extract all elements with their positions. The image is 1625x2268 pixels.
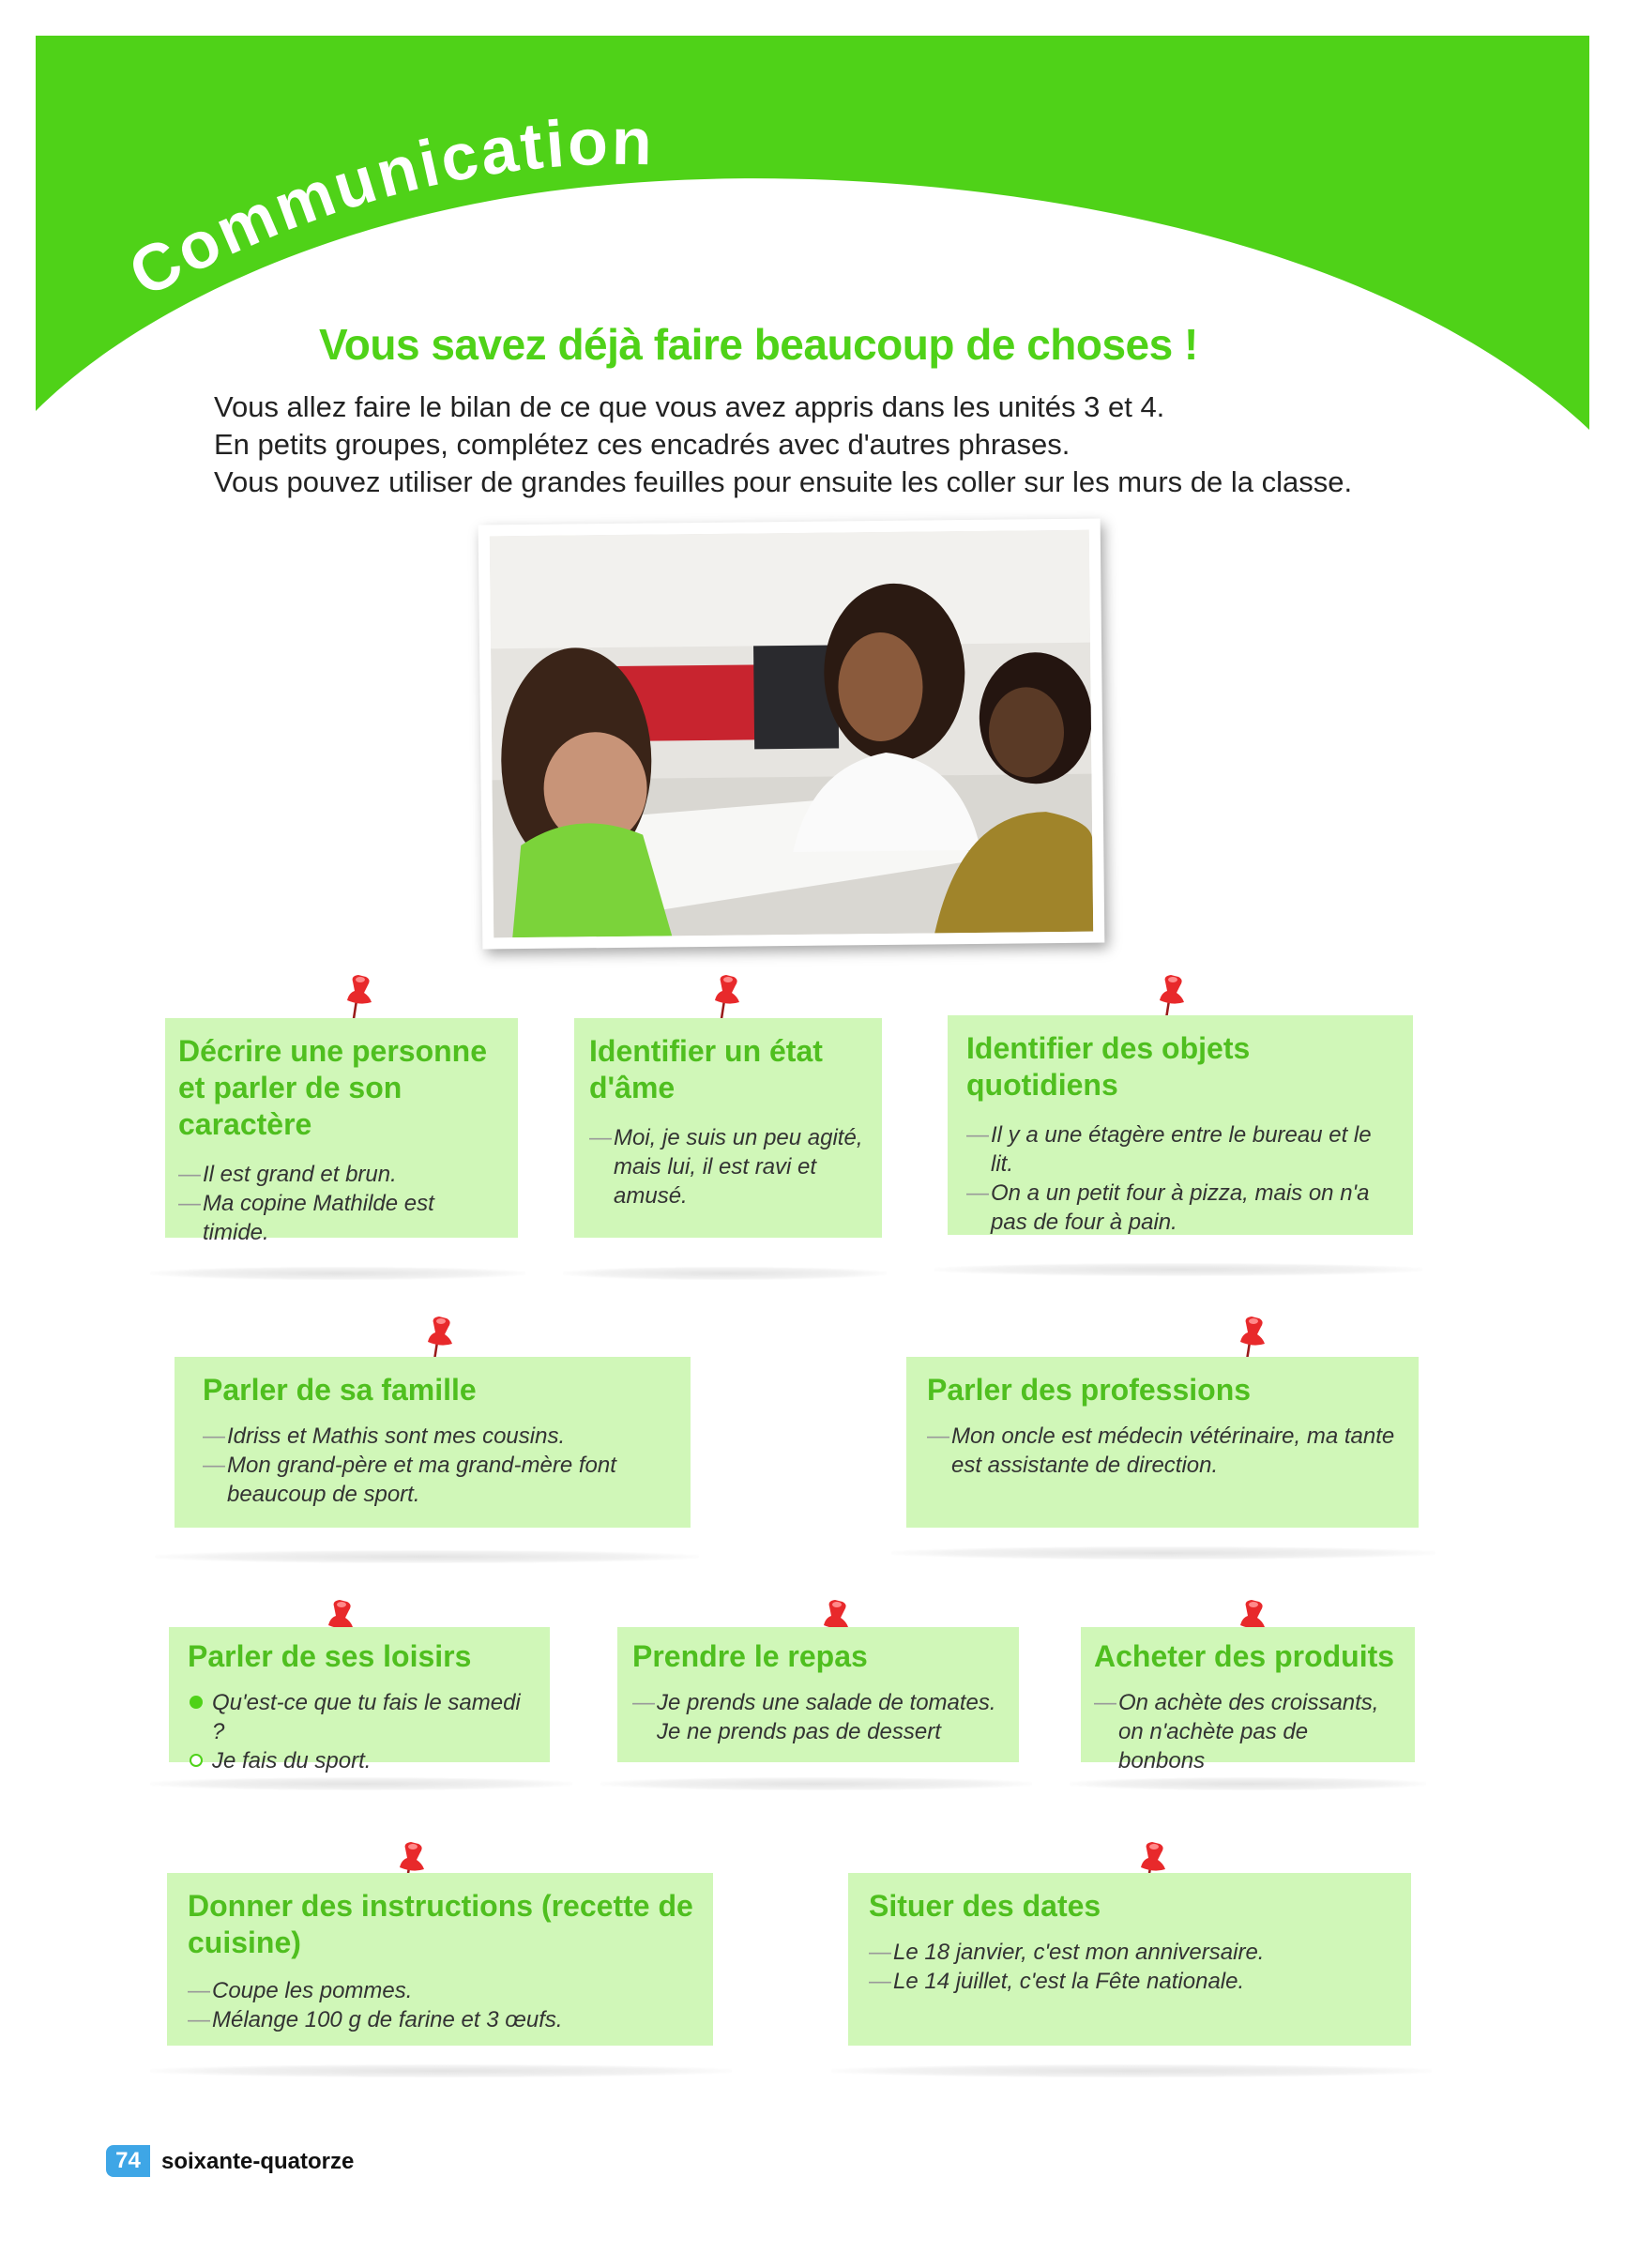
card-shadow — [155, 1550, 699, 1563]
card-line: Ma copine Mathilde est timide. — [203, 1191, 434, 1245]
dash-icon: — — [203, 1423, 225, 1449]
card-meal — [617, 1627, 1019, 1762]
section-title-text: Communication — [117, 104, 656, 311]
card-title: Identifier des objets quotidiens — [966, 1031, 1251, 1102]
dash-icon: — — [966, 1122, 989, 1148]
dash-icon: — — [966, 1180, 989, 1206]
card-shadow — [150, 2064, 732, 2078]
hollow-bullet-icon — [190, 1754, 203, 1767]
card-dates — [848, 1873, 1411, 2046]
dash-icon: — — [869, 1969, 891, 1994]
card-line: Moi, je suis un peu agité, mais lui, il est ravi et amusé. — [614, 1125, 863, 1209]
dash-icon: — — [927, 1423, 949, 1449]
dash-icon: — — [869, 1940, 891, 1965]
card-line: Je prends une salade de tomates. — [657, 1690, 996, 1715]
page-number-text: soixante-quatorze — [161, 2149, 355, 2174]
dash-icon: — — [178, 1191, 201, 1216]
card-title: Parler de ses loisirs — [188, 1639, 472, 1673]
card-title: Identifier un état d'âme — [589, 1034, 823, 1104]
card-line: Mon grand-père et ma grand-mère font beaucoup de sport. — [227, 1453, 616, 1507]
filled-bullet-icon — [190, 1696, 203, 1709]
card-line: Il est grand et brun. — [203, 1162, 397, 1187]
card-identify-mood — [574, 1018, 882, 1238]
classroom-photo — [478, 519, 1105, 950]
dash-icon: — — [203, 1453, 225, 1478]
card-title: Parler des professions — [927, 1373, 1252, 1407]
page-headline: Vous savez déjà faire beaucoup de choses ! — [319, 320, 1198, 369]
card-instructions — [167, 1873, 713, 2046]
card-shadow — [600, 1777, 1032, 1790]
card-title: Prendre le repas — [632, 1639, 868, 1673]
card-family — [175, 1357, 691, 1528]
dash-icon: — — [188, 2007, 210, 2032]
card-title: Parler de sa famille — [203, 1373, 477, 1407]
dash-icon: — — [1094, 1690, 1116, 1715]
intro-line: En petits groupes, complétez ces encadrés avec d'autres phrases. — [214, 428, 1071, 461]
card-title: Acheter des produits — [1094, 1639, 1395, 1673]
card-shadow — [831, 2064, 1432, 2078]
card-line: On a un petit four à pizza, mais on n'a pas de four à pain. — [991, 1180, 1370, 1235]
card-identify-objects — [948, 1015, 1413, 1235]
card-shadow — [150, 1777, 572, 1790]
card-buy-products — [1081, 1627, 1415, 1773]
card-line: Coupe les pommes. — [212, 1978, 413, 2003]
card-title: Donner des instructions (recette de cuisine) — [188, 1889, 693, 1959]
card-line: Il y a une étagère entre le bureau et le lit. — [991, 1122, 1372, 1177]
card-line: Idriss et Mathis sont mes cousins. — [227, 1423, 566, 1449]
card-line: Le 14 juillet, c'est la Fête nationale. — [893, 1969, 1245, 1994]
card-leisure — [169, 1627, 550, 1773]
intro-line: Vous pouvez utiliser de grandes feuilles pour ensuite les coller sur les murs de la classe. — [214, 465, 1353, 498]
dash-icon: — — [178, 1162, 201, 1187]
card-line: Mélange 100 g de farine et 3 œufs. — [212, 2007, 563, 2032]
card-line: Mon oncle est médecin vétérinaire, ma tante est assistante de direction. — [951, 1423, 1395, 1478]
card-line: Le 18 janvier, c'est mon anniversaire. — [893, 1940, 1265, 1965]
page-number-badge: 74 — [106, 2145, 150, 2177]
card-line: Qu'est-ce que tu fais le samedi ? — [212, 1690, 521, 1744]
card-describe-person — [165, 1018, 518, 1245]
header-band — [36, 36, 1589, 430]
card-line: Je ne prends pas de dessert — [657, 1719, 941, 1744]
students-image — [490, 530, 1093, 938]
card-line: On achète des croissants, on n'achète pas de bonbons — [1118, 1690, 1379, 1773]
card-shadow — [150, 1267, 525, 1280]
card-title: Situer des dates — [869, 1889, 1101, 1923]
card-professions — [906, 1357, 1419, 1528]
intro-line: Vous allez faire le bilan de ce que vous avez appris dans les unités 3 et 4. — [214, 390, 1165, 423]
card-shadow — [563, 1267, 887, 1280]
card-shadow — [891, 1546, 1435, 1560]
dash-icon: — — [188, 1978, 210, 2003]
card-shadow — [1070, 1777, 1426, 1790]
card-line: Je fais du sport. — [212, 1748, 372, 1773]
card-title: Décrire une personne et parler de son caractère — [178, 1034, 487, 1141]
intro-text — [214, 388, 1352, 501]
dash-icon: — — [632, 1690, 655, 1715]
card-shadow — [934, 1263, 1422, 1276]
dash-icon: — — [589, 1125, 612, 1150]
